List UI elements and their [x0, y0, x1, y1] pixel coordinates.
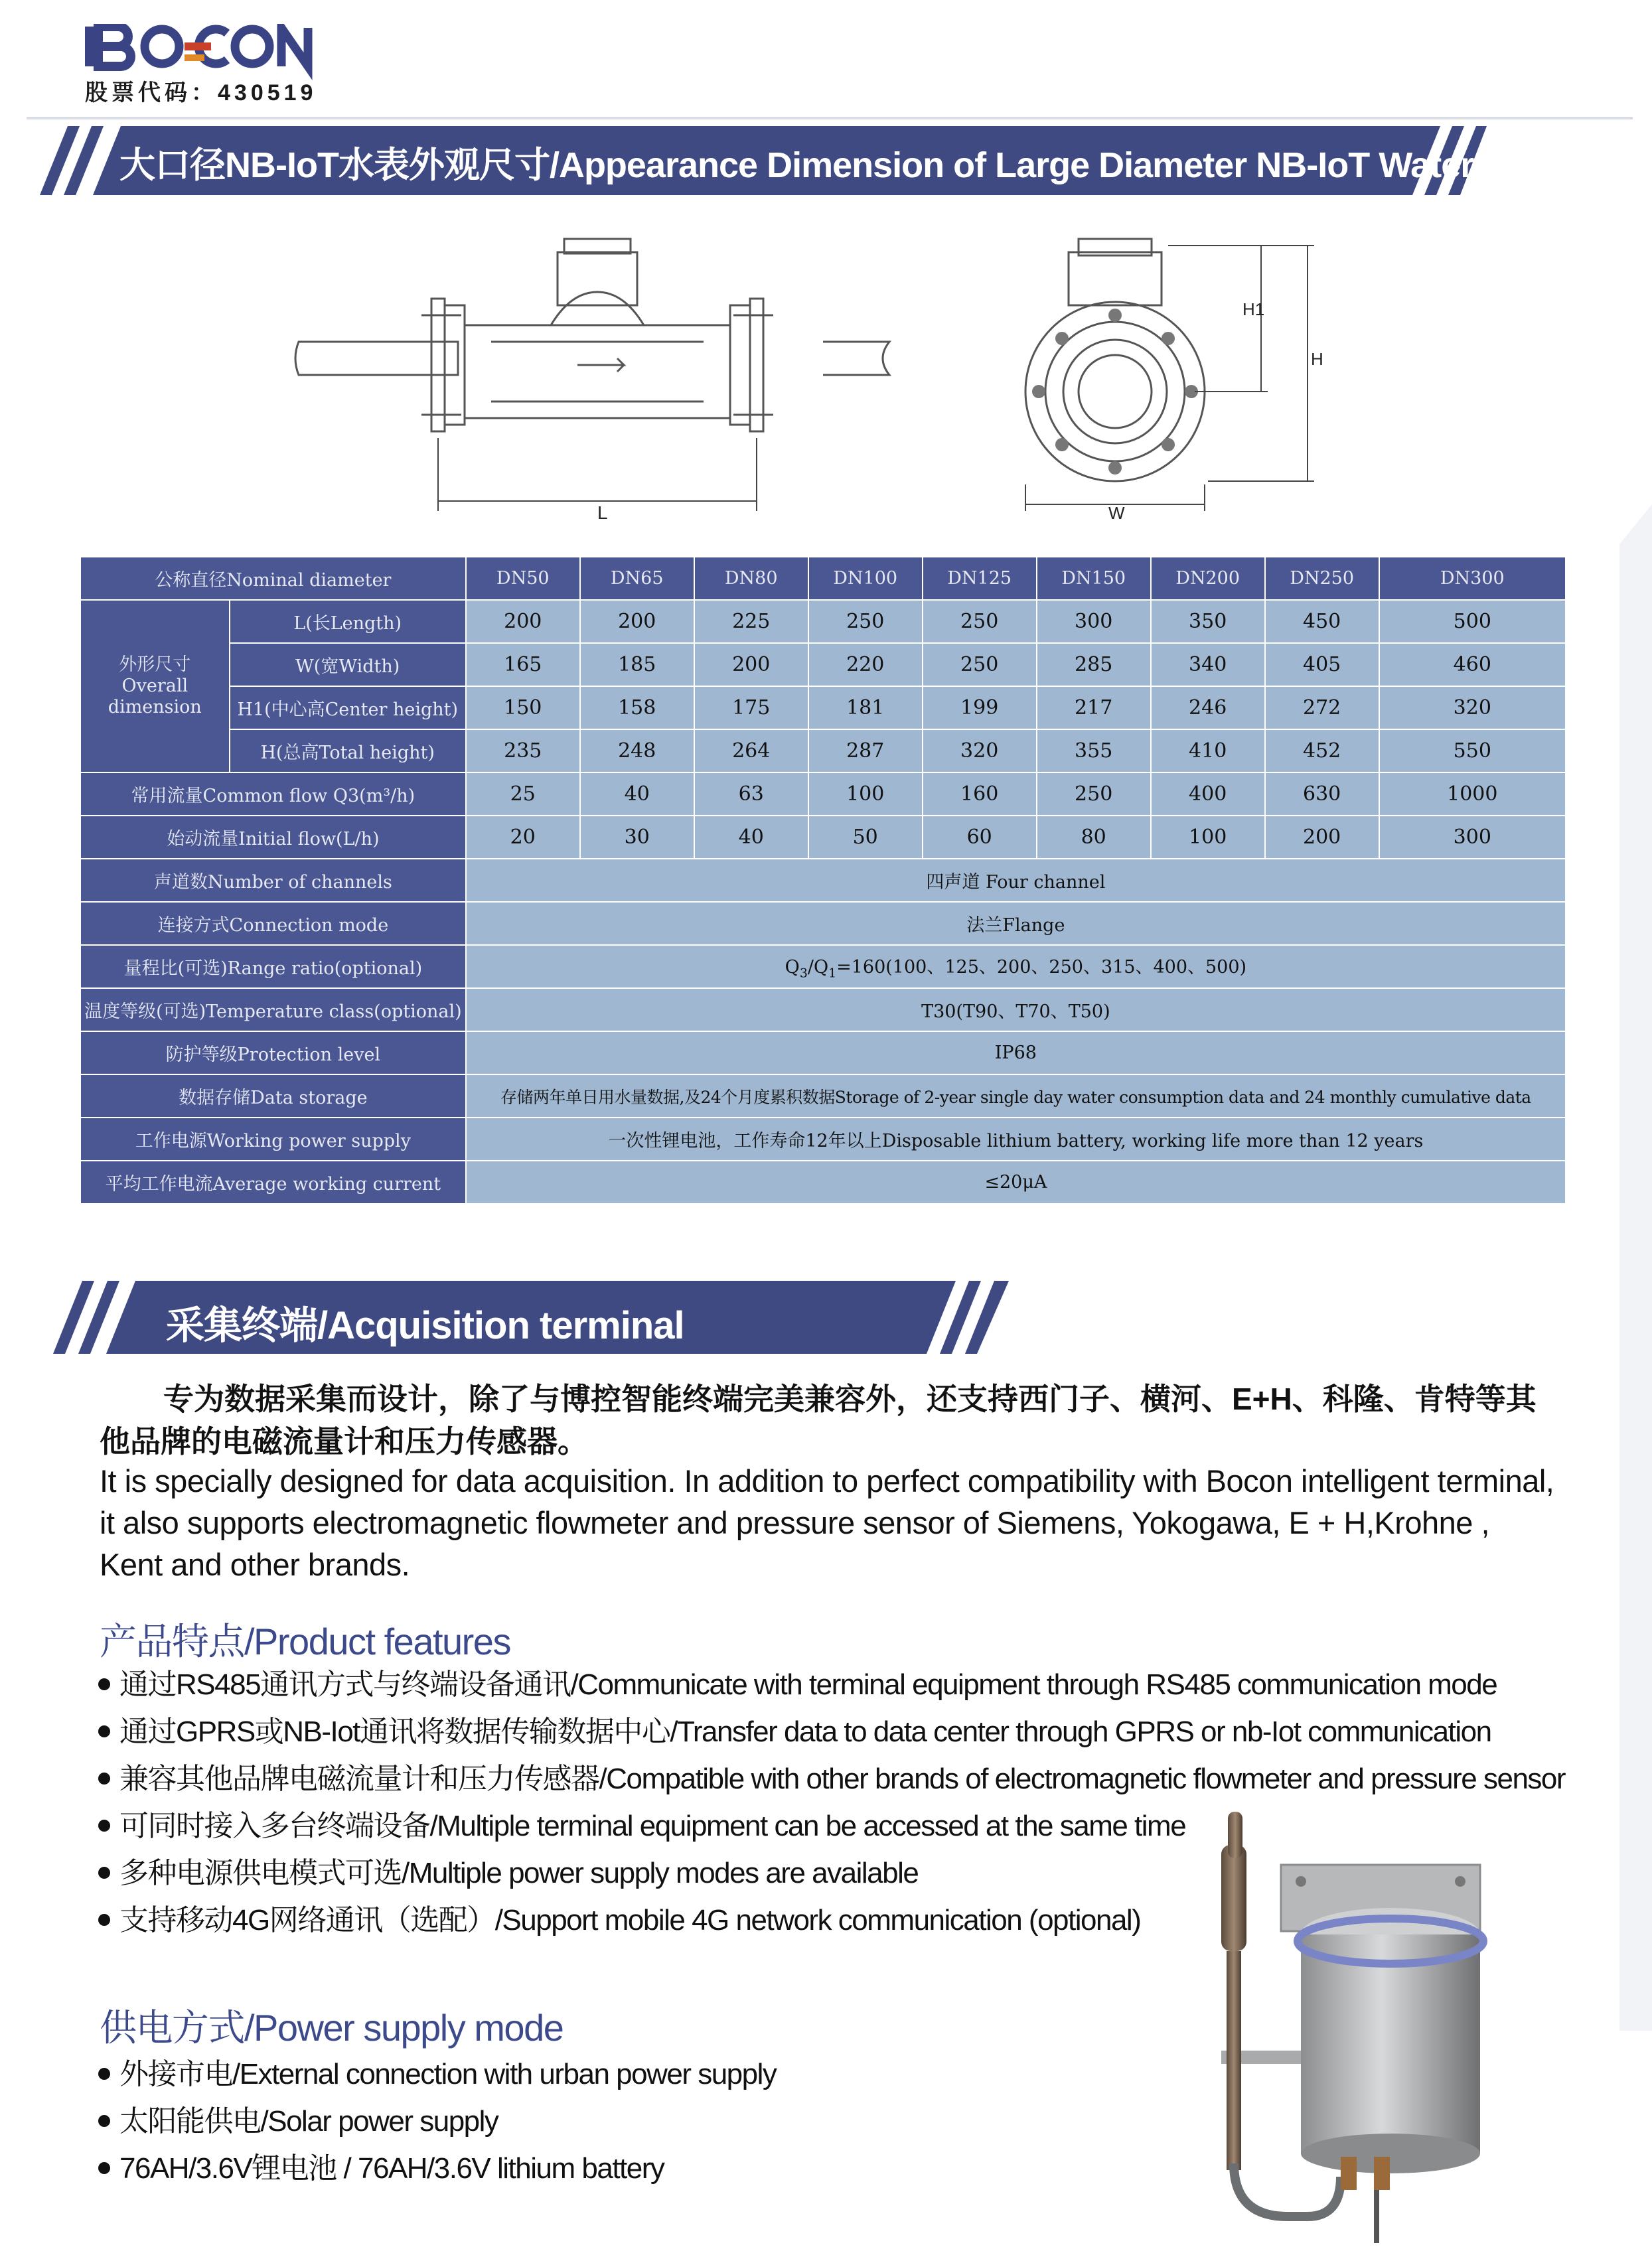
table-cell: 30 — [581, 816, 694, 858]
table-cell: 250 — [923, 644, 1036, 686]
section2-title: 采集终端/Acquisition terminal — [166, 1304, 684, 1347]
range-slash: /Q — [807, 957, 829, 978]
table-cell: 264 — [695, 730, 808, 772]
diameter-header: DN300 — [1380, 557, 1565, 599]
row-label: 工作电源Working power supply — [81, 1118, 465, 1160]
overall-dimension-label: 外形尺寸 Overall dimension — [81, 601, 229, 772]
list-item — [98, 1661, 1565, 1708]
spec-table — [80, 556, 1566, 1204]
diameter-header: DN100 — [809, 557, 922, 599]
stock-code: 股票代码：430519 — [85, 80, 317, 106]
intro-english: It is specially designed for data acquisition. In addition to perfect compatibility with Bocon intelligent terminal, it also supports electromagnetic flowmeter and pressure sensor of Siemens, Yokogawa, E + H,Krohne , Kent and other brands. — [100, 1463, 1554, 1582]
row-label: 防护等级Protection level — [81, 1032, 465, 1074]
total-height-label: H — [1311, 349, 1323, 369]
table-cell: 1000 — [1380, 773, 1565, 815]
table-row — [81, 989, 1565, 1031]
list-item — [98, 2098, 776, 2145]
table-cell: 165 — [467, 644, 579, 686]
table-row — [81, 946, 1565, 987]
table-cell: 225 — [695, 601, 808, 642]
diameter-header: DN65 — [581, 557, 694, 599]
table-cell: 235 — [467, 730, 579, 772]
features-title: 产品特点/Product features — [100, 1621, 510, 1662]
table-cell: IP68 — [467, 1032, 1565, 1074]
table-cell: 550 — [1380, 730, 1565, 772]
range-sub1: 1 — [828, 966, 837, 981]
table-cell: 160 — [923, 773, 1036, 815]
table-cell: 405 — [1266, 644, 1379, 686]
meter-front-view-drawing — [1015, 232, 1334, 524]
table-cell: 175 — [695, 687, 808, 729]
table-cell: 400 — [1152, 773, 1264, 815]
table-cell: 存储两年单日用水量数据,及24个月度累积数据Storage of 2-year single day water consumption data and 24 monthly cumulative data — [467, 1075, 1565, 1117]
table-cell: 320 — [1380, 687, 1565, 729]
table-cell: 25 — [467, 773, 579, 815]
feature-text: 通过RS485通讯方式与终端设备通讯/Communicate with terminal equipment through RS485 communication mode — [119, 1668, 1497, 1701]
table-cell: T30(T90、T70、T50) — [467, 989, 1565, 1031]
bullet-icon — [98, 2115, 110, 2127]
table-cell: 法兰Flange — [467, 903, 1565, 944]
table-cell: 200 — [695, 644, 808, 686]
bullet-icon — [98, 1914, 110, 1926]
feature-text: 兼容其他品牌电磁流量计和压力传感器/Compatible with other brands of electromagnetic flowmeter and pressure sensor — [119, 1763, 1566, 1795]
table-cell: 100 — [809, 773, 922, 815]
table-row — [81, 687, 1565, 729]
feature-text: 通过GPRS或NB-Iot通讯将数据传输数据中心/Transfer data to data center through GPRS or nb-Iot communication — [119, 1715, 1491, 1748]
nominal-diameter-label: 公称直径Nominal diameter — [81, 557, 465, 599]
table-row — [81, 1032, 1565, 1074]
list-item — [98, 2145, 776, 2192]
table-row — [81, 1161, 1565, 1203]
bullet-icon — [98, 2068, 110, 2080]
table-row — [81, 730, 1565, 772]
table-row — [81, 773, 1565, 815]
table-cell: 199 — [923, 687, 1036, 729]
row-label: 平均工作电流Average working current — [81, 1161, 465, 1203]
power-title: 供电方式/Power supply mode — [100, 2007, 563, 2049]
diameter-header: DN150 — [1037, 557, 1150, 599]
bullet-icon — [98, 1678, 110, 1690]
bullet-icon — [98, 1820, 110, 1832]
row-label: L(长Length) — [230, 601, 465, 642]
range-ratio-cell — [467, 946, 1565, 987]
table-row — [81, 816, 1565, 858]
table-cell: 300 — [1380, 816, 1565, 858]
table-cell: 300 — [1037, 601, 1150, 642]
diameter-header: DN200 — [1152, 557, 1264, 599]
page-edge-decoration — [1619, 504, 1652, 2031]
feature-text: 可同时接入多台终端设备/Multiple terminal equipment can be accessed at the same time — [119, 1810, 1186, 1842]
table-cell: 320 — [923, 730, 1036, 772]
table-cell: 450 — [1266, 601, 1379, 642]
table-cell: 250 — [923, 601, 1036, 642]
intro-chinese: 专为数据采集而设计，除了与博控智能终端完美兼容外，还支持西门子、横河、E+H、科隆、肯特等其他品牌的电磁流量计和压力传感器。 — [100, 1382, 1537, 1459]
list-item — [98, 2051, 776, 2098]
table-cell: 285 — [1037, 644, 1150, 686]
row-label: W(宽Width) — [230, 644, 465, 686]
row-label: 连接方式Connection mode — [81, 903, 465, 944]
acquisition-terminal-image — [1175, 1805, 1507, 2243]
diameter-header: DN50 — [467, 557, 579, 599]
row-label: 数据存储Data storage — [81, 1075, 465, 1117]
diameter-header: DN80 — [695, 557, 808, 599]
row-label: 声道数Number of channels — [81, 859, 465, 901]
power-text: 76AH/3.6V锂电池 / 76AH/3.6V lithium battery — [119, 2152, 664, 2185]
table-cell: 200 — [467, 601, 579, 642]
row-label: H1(中心高Center height) — [230, 687, 465, 729]
center-height-label: H1 — [1242, 299, 1265, 319]
section1-title: 大口径NB-IoT水表外观尺寸/Appearance Dimension of Large Diameter NB-IoT Water — [119, 145, 1474, 185]
diameter-header: DN125 — [923, 557, 1036, 599]
table-header-row — [81, 557, 1565, 599]
range-rest: =160(100、125、200、250、315、400、500) — [836, 957, 1247, 978]
feature-text: 支持移动4G网络通讯（选配）/Support mobile 4G network communication (optional) — [119, 1904, 1141, 1936]
width-label: W — [1108, 503, 1125, 523]
bullet-icon — [98, 1773, 110, 1784]
table-cell: 200 — [581, 601, 694, 642]
table-cell: 220 — [809, 644, 922, 686]
row-label: H(总高Total height) — [230, 730, 465, 772]
table-cell: 四声道 Four channel — [467, 859, 1565, 901]
row-label: 常用流量Common flow Q3(m³/h) — [81, 773, 465, 815]
table-cell: 60 — [923, 816, 1036, 858]
power-text: 太阳能供电/Solar power supply — [119, 2105, 498, 2138]
table-cell: 246 — [1152, 687, 1264, 729]
table-cell: 150 — [467, 687, 579, 729]
bullet-icon — [98, 1867, 110, 1879]
header-divider — [27, 117, 1633, 119]
range-q3: Q — [785, 957, 800, 978]
table-cell: 500 — [1380, 601, 1565, 642]
row-label: 始动流量Initial flow(L/h) — [81, 816, 465, 858]
table-cell: 250 — [809, 601, 922, 642]
list-item — [98, 1708, 1565, 1755]
table-cell: 460 — [1380, 644, 1565, 686]
meter-side-view-drawing — [292, 226, 903, 531]
table-cell: 340 — [1152, 644, 1264, 686]
table-cell: 272 — [1266, 687, 1379, 729]
table-cell: 40 — [581, 773, 694, 815]
table-cell: 63 — [695, 773, 808, 815]
power-text: 外接市电/External connection with urban power supply — [119, 2058, 777, 2090]
feature-text: 多种电源供电模式可选/Multiple power supply modes are available — [119, 1857, 919, 1889]
table-cell: 50 — [809, 816, 922, 858]
table-cell: 200 — [1266, 816, 1379, 858]
table-row — [81, 601, 1565, 642]
table-cell: 250 — [1037, 773, 1150, 815]
table-cell: 80 — [1037, 816, 1150, 858]
list-item — [98, 1755, 1565, 1802]
table-row — [81, 859, 1565, 901]
diameter-header: DN250 — [1266, 557, 1379, 599]
table-cell: 410 — [1152, 730, 1264, 772]
table-cell: 158 — [581, 687, 694, 729]
table-cell: 一次性锂电池，工作寿命12年以上Disposable lithium battery, working life more than 12 years — [467, 1118, 1565, 1160]
bullet-icon — [98, 2162, 110, 2174]
table-row — [81, 1075, 1565, 1117]
length-label: L — [597, 502, 608, 523]
table-cell: 185 — [581, 644, 694, 686]
table-row — [81, 644, 1565, 686]
row-label: 量程比(可选)Range ratio(optional) — [81, 946, 465, 987]
table-row — [81, 903, 1565, 944]
table-cell: 630 — [1266, 773, 1379, 815]
table-cell: 40 — [695, 816, 808, 858]
table-cell: ≤20μA — [467, 1161, 1565, 1203]
table-row — [81, 1118, 1565, 1160]
table-cell: 100 — [1152, 816, 1264, 858]
range-sub3: 3 — [799, 966, 808, 981]
table-cell: 350 — [1152, 601, 1264, 642]
bullet-icon — [98, 1725, 110, 1737]
table-cell: 248 — [581, 730, 694, 772]
table-cell: 217 — [1037, 687, 1150, 729]
table-cell: 452 — [1266, 730, 1379, 772]
table-cell: 287 — [809, 730, 922, 772]
table-cell: 20 — [467, 816, 579, 858]
power-list — [98, 2051, 776, 2192]
table-cell: 181 — [809, 687, 922, 729]
table-cell: 355 — [1037, 730, 1150, 772]
row-label: 温度等级(可选)Temperature class(optional) — [81, 989, 465, 1031]
